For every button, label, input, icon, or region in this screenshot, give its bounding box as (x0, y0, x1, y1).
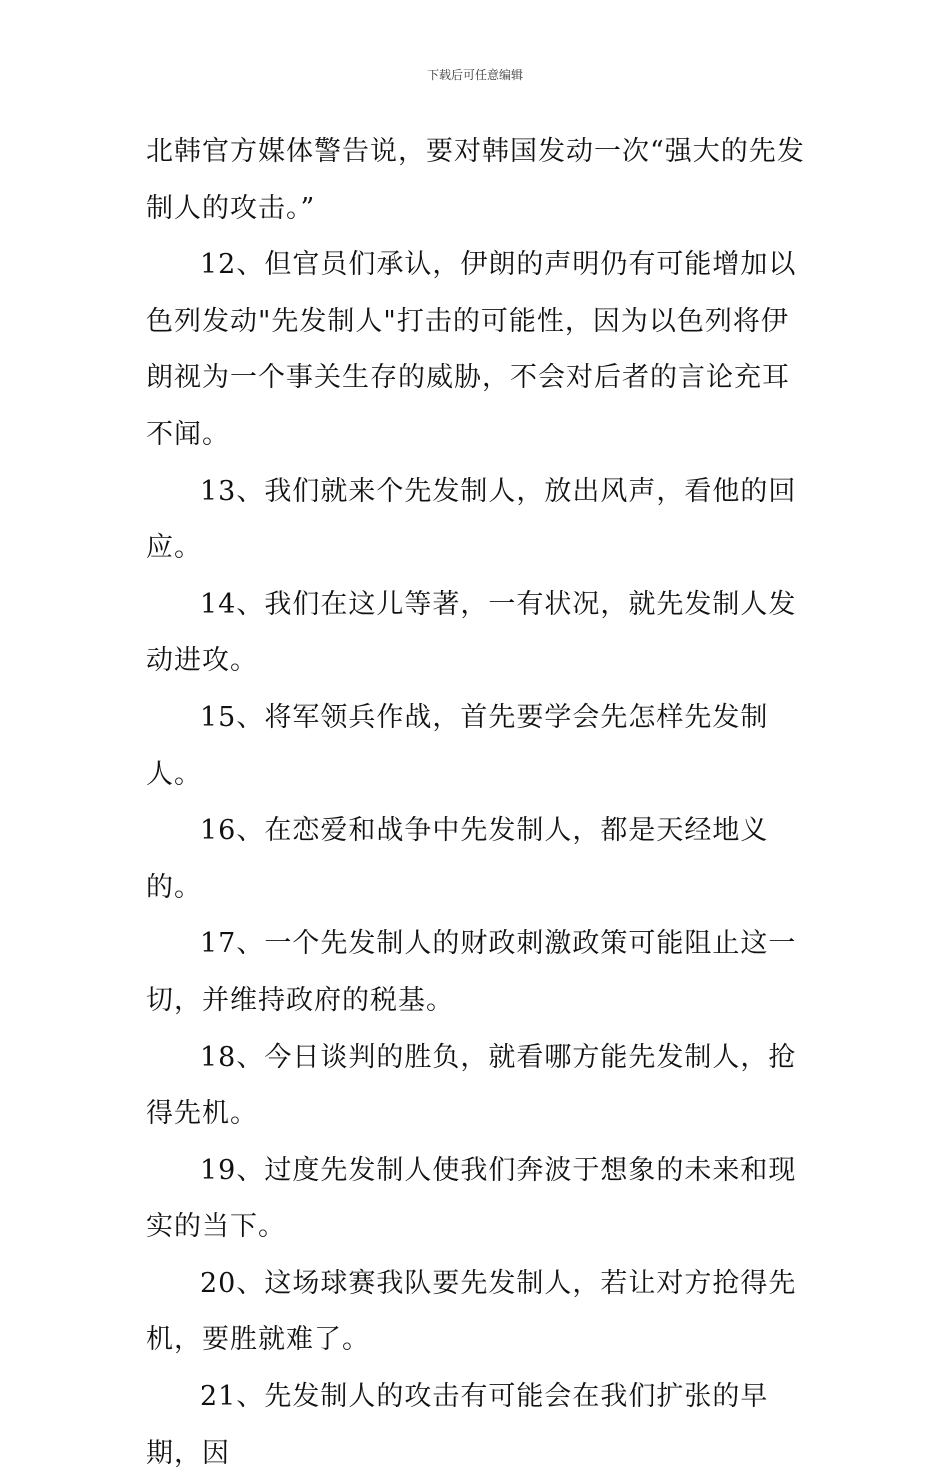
paragraph-item-16: 16、在恋爱和战争中先发制人，都是天经地义的。 (146, 815, 769, 903)
page-header: 下载后可任意编辑 (426, 68, 523, 82)
document-body (146, 124, 810, 1482)
paragraph-item-13: 13、我们就来个先发制人，放出风声，看他的回应。 (146, 475, 797, 564)
paragraph-item-19: 19、过度先发制人使我们奔波于想象的未来和现实的当下。 (146, 1154, 797, 1243)
paragraph-item-15: 15、将军领兵作战，首先要学会先怎样先发制人。 (146, 701, 769, 790)
paragraph-item-20: 20、这场球赛我队要先发制人，若让对方抢得先机，要胜就难了。 (146, 1267, 797, 1356)
paragraph-item-18: 18、今日谈判的胜负，就看哪方能先发制人，抢得先机。 (146, 1041, 797, 1130)
paragraph-item-12: 12、但官员们承认，伊朗的声明仍有可能增加以色列发动"先发制人"打击的可能性，因为以色列将伊朗视为一个事关生存的威胁，不会对后者的言论充耳不闻。 (146, 249, 797, 450)
paragraph-item-17: 17、一个先发制人的财政刺激政策可能阻止这一切，并维持政府的税基。 (146, 928, 797, 1016)
paragraph-continuation: 北韩官方媒体警告说，要对韩国发动一次“强大的先发制人的攻击。” (146, 136, 805, 224)
paragraph-item-14: 14、我们在这儿等著，一有状况，就先发制人发动进攻。 (146, 588, 797, 677)
paragraph-item-21: 21、先发制人的攻击有可能会在我们扩张的早期，因 (146, 1381, 769, 1469)
